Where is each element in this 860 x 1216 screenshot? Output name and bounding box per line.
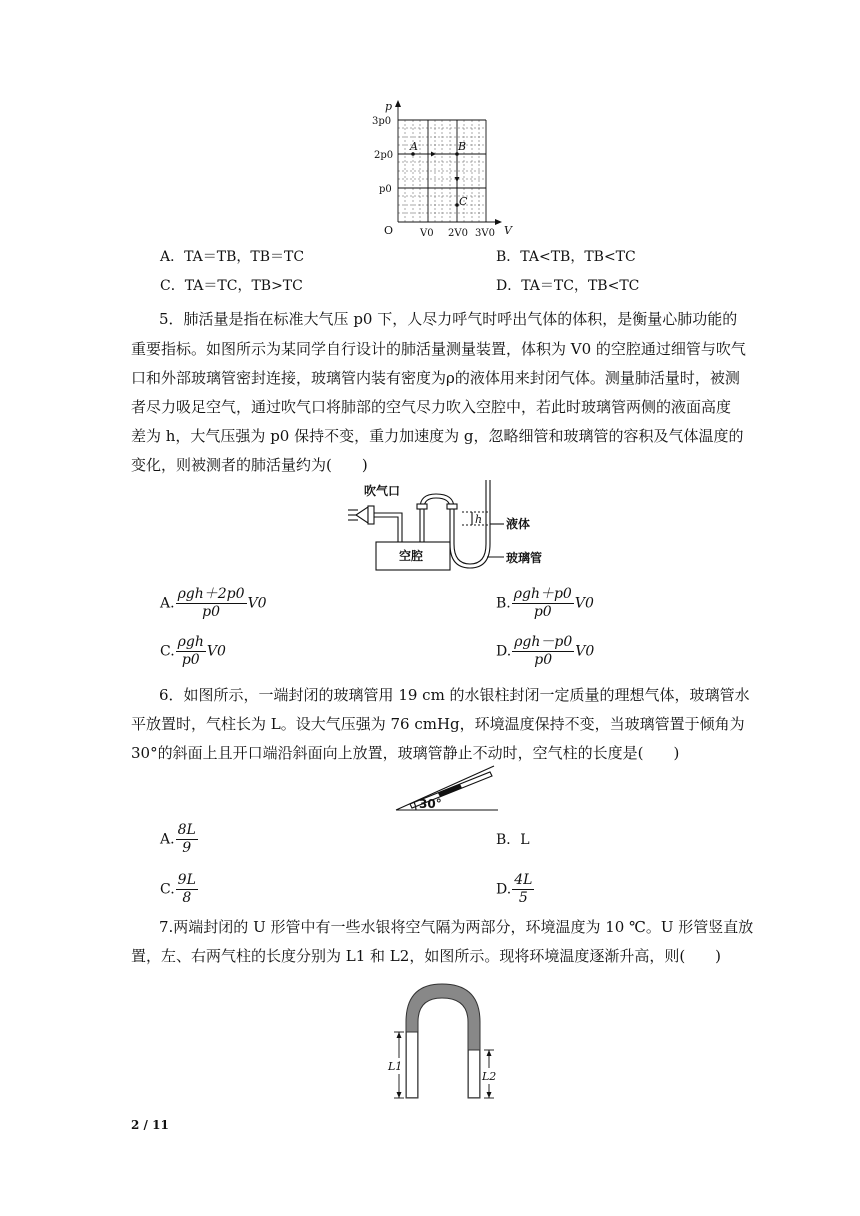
q5-line-4: 者尽力吸足空气，通过吹气口将肺部的空气尽力吹入空腔中，若此时玻璃管两侧的液面高度 [131, 398, 732, 416]
q5-option-c-num: ρgh [177, 634, 204, 650]
pv-p-axis-label: p [385, 100, 393, 113]
q6-line-2: 平放置时，气柱长为 L。设大气压强为 76 cmHg，环境温度保持不变，当玻璃管置于倾角为 [131, 715, 745, 733]
q5-option-a-prefix: A. [160, 595, 175, 612]
q4-option-d[interactable]: D．TA＝TC，TB<TC [496, 278, 640, 294]
q5-option-b-tail: V0 [574, 595, 594, 612]
q5-option-c-prefix: C. [160, 643, 175, 660]
q6-option-d-den: 5 [518, 890, 528, 906]
q5-option-a-tail: V0 [247, 595, 267, 612]
q5-option-b-num: ρgh＋p0 [513, 586, 572, 602]
lung-capacity-apparatus [344, 480, 594, 574]
q6-option-a[interactable] [160, 822, 199, 857]
pv-v-axis-label: V [504, 224, 512, 237]
u-tube-l2-label: L2 [482, 1070, 497, 1083]
q6-option-c-den: 8 [182, 890, 192, 906]
pv-origin: O [384, 224, 394, 237]
q6-option-c[interactable] [160, 872, 199, 907]
u-tube-figure [384, 976, 508, 1104]
q5-option-d-den: p0 [534, 652, 553, 668]
q5-option-d-tail: V0 [575, 643, 595, 660]
q4-option-c[interactable]: C．TA＝TC，TB>TC [160, 278, 303, 294]
q6-option-c-fraction [176, 872, 198, 907]
apparatus-mouth-label: 吹气口 [364, 484, 401, 498]
q5-option-d-fraction [512, 634, 574, 669]
pv-point-a: A [410, 140, 418, 153]
pv-ytick-p0: p0 [379, 184, 392, 195]
pv-xtick-v0: V0 [420, 228, 434, 239]
q6-option-d-num: 4L [514, 872, 533, 888]
q6-option-d-prefix: D. [496, 881, 512, 898]
apparatus-cavity-label: 空腔 [399, 549, 424, 563]
q6-option-c-prefix: C. [160, 881, 175, 898]
pv-ytick-2p0: 2p0 [374, 150, 394, 161]
q6-option-d-fraction [512, 872, 534, 907]
q5-option-d-num: ρgh－p0 [514, 634, 573, 650]
q5-option-b[interactable] [496, 586, 594, 621]
q6-option-c-num: 9L [177, 872, 196, 888]
q7-line-2: 置，左、右两气柱的长度分别为 L1 和 L2，如图所示。现将环境温度逐渐升高，则( ) [131, 947, 722, 965]
q5-option-c[interactable] [160, 634, 226, 669]
pv-ytick-3p0: 3p0 [372, 116, 392, 127]
q5-option-d[interactable] [496, 634, 594, 669]
q5-option-c-den: p0 [181, 652, 200, 668]
pv-point-c: C [459, 195, 468, 208]
pv-point-b: B [458, 140, 467, 153]
apparatus-h-label: h [475, 513, 483, 526]
q5-option-c-tail: V0 [206, 643, 226, 660]
apparatus-liquid-label: 液体 [506, 517, 531, 531]
q5-option-a-fraction [176, 586, 247, 621]
q6-line-3: 30°的斜面上且开口端沿斜面向上放置，玻璃管静止不动时，空气柱的长度是( ) [131, 744, 680, 762]
incline-tube-figure [394, 764, 504, 814]
q5-option-a-num: ρgh＋2p0 [177, 586, 245, 602]
q6-option-a-prefix: A. [160, 831, 175, 848]
apparatus-tube-label: 玻璃管 [506, 551, 543, 565]
q5-line-2: 重要指标。如图所示为某同学自行设计的肺活量测量装置，体积为 V0 的空腔通过细管与吹气 [131, 340, 746, 358]
q6-line-1: 6．如图所示，一端封闭的玻璃管用 19 cm 的水银柱封闭一定质量的理想气体，玻璃管水 [159, 686, 750, 704]
q5-line-6: 变化，则被测者的肺活量约为( ) [131, 456, 368, 474]
q7-line-1: 7.两端封闭的 U 形管中有一些水银将空气隔为两部分，环境温度为 10 ℃。U 形管竖直放 [159, 918, 754, 936]
q5-option-b-den: p0 [533, 604, 552, 620]
q5-option-a[interactable] [160, 586, 267, 621]
q5-line-5: 差为 h，大气压强为 p0 保持不变，重力加速度为 g，忽略细管和玻璃管的容积及气体温度的 [131, 427, 744, 445]
q5-line-3: 口和外部玻璃管密封连接，玻璃管内装有密度为ρ的液体用来封闭气体。测量肺活量时，被测 [131, 369, 740, 387]
q6-option-a-num: 8L [177, 822, 196, 838]
pv-xtick-3v0: 3V0 [475, 228, 495, 239]
pv-xtick-2v0: 2V0 [448, 228, 468, 239]
u-tube-l1-label: L1 [388, 1060, 403, 1073]
q5-line-1: 5．肺活量是指在标准大气压 p0 下，人尽力呼气时呼出气体的体积，是衡量心肺功能的 [159, 310, 738, 328]
q4-option-a[interactable]: A．TA＝TB，TB＝TC [160, 249, 305, 265]
q6-option-a-fraction [176, 822, 198, 857]
q5-option-b-fraction [512, 586, 574, 621]
q5-option-d-prefix: D. [496, 643, 512, 660]
pv-diagram [368, 98, 518, 240]
q4-option-b[interactable]: B．TA<TB，TB<TC [496, 249, 636, 265]
q6-option-b[interactable]: B．L [496, 832, 530, 848]
page-number: 2 / 11 [131, 1118, 169, 1132]
q5-option-c-fraction [176, 634, 206, 669]
incline-angle-label: 30° [419, 797, 442, 811]
q6-option-a-den: 9 [182, 840, 192, 856]
q5-option-a-den: p0 [202, 604, 220, 620]
q5-option-b-prefix: B. [496, 595, 511, 612]
q6-option-d[interactable] [496, 872, 535, 907]
